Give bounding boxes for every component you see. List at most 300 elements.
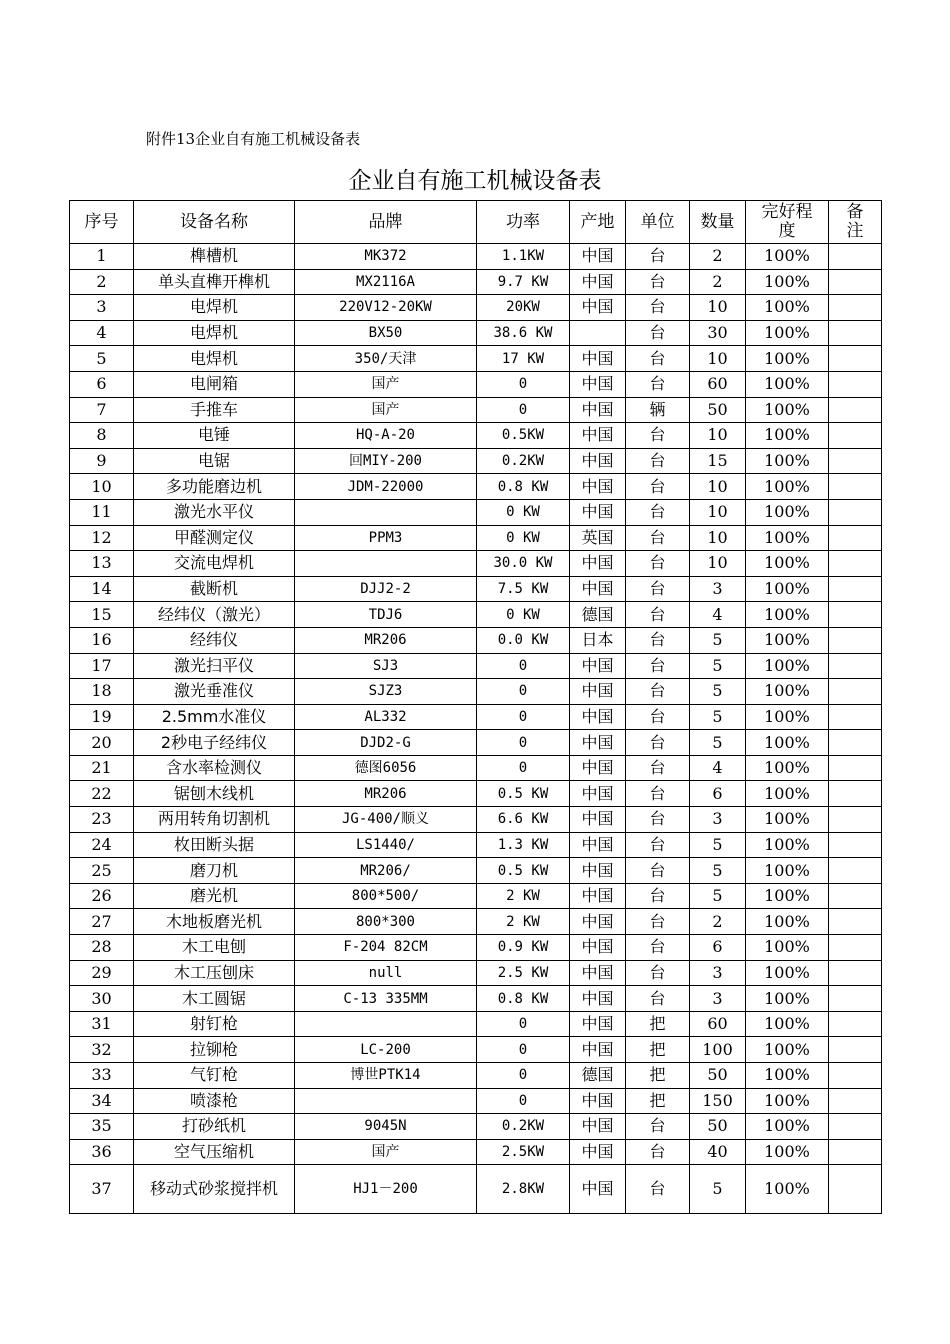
cell-brand: MR206 bbox=[295, 627, 477, 653]
cell-remark bbox=[829, 602, 882, 628]
cell-no: 22 bbox=[70, 781, 134, 807]
cell-name: 单头直榫开榫机 bbox=[134, 269, 295, 295]
cell-power: 6.6 KW bbox=[477, 807, 570, 833]
cell-origin: 中国 bbox=[570, 653, 626, 679]
cell-power: 0 bbox=[477, 653, 570, 679]
cell-condition: 100% bbox=[746, 1063, 829, 1089]
cell-no: 10 bbox=[70, 474, 134, 500]
cell-origin: 中国 bbox=[570, 858, 626, 884]
table-row bbox=[70, 1011, 882, 1037]
cell-unit: 台 bbox=[626, 858, 690, 884]
cell-condition: 100% bbox=[746, 807, 829, 833]
cell-condition: 100% bbox=[746, 576, 829, 602]
table-row bbox=[70, 1165, 882, 1214]
header-origin: 产地 bbox=[570, 201, 626, 244]
equipment-table bbox=[69, 200, 882, 1214]
cell-unit: 台 bbox=[626, 832, 690, 858]
cell-remark bbox=[829, 244, 882, 270]
cell-name: 电闸箱 bbox=[134, 371, 295, 397]
cell-remark bbox=[829, 883, 882, 909]
cell-qty: 5 bbox=[690, 730, 746, 756]
cell-origin: 中国 bbox=[570, 576, 626, 602]
cell-unit: 台 bbox=[626, 295, 690, 321]
cell-condition: 100% bbox=[746, 320, 829, 346]
cell-condition: 100% bbox=[746, 269, 829, 295]
table-row bbox=[70, 1139, 882, 1165]
table-row bbox=[70, 704, 882, 730]
cell-brand: 国产 bbox=[295, 371, 477, 397]
cell-name: 射钉枪 bbox=[134, 1011, 295, 1037]
cell-qty: 10 bbox=[690, 525, 746, 551]
cell-condition: 100% bbox=[746, 499, 829, 525]
cell-origin: 中国 bbox=[570, 730, 626, 756]
cell-unit: 台 bbox=[626, 755, 690, 781]
cell-brand: MR206 bbox=[295, 781, 477, 807]
cell-power: 2.5 KW bbox=[477, 960, 570, 986]
cell-no: 11 bbox=[70, 499, 134, 525]
cell-no: 27 bbox=[70, 909, 134, 935]
cell-condition: 100% bbox=[746, 755, 829, 781]
cell-unit: 台 bbox=[626, 1165, 690, 1214]
cell-remark bbox=[829, 576, 882, 602]
table-row bbox=[70, 1037, 882, 1063]
cell-qty: 3 bbox=[690, 986, 746, 1012]
cell-condition: 100% bbox=[746, 730, 829, 756]
cell-remark bbox=[829, 269, 882, 295]
cell-remark bbox=[829, 423, 882, 449]
cell-condition: 100% bbox=[746, 448, 829, 474]
cell-name: 拉铆枪 bbox=[134, 1037, 295, 1063]
cell-unit: 把 bbox=[626, 1011, 690, 1037]
table-row bbox=[70, 423, 882, 449]
cell-qty: 5 bbox=[690, 832, 746, 858]
cell-condition: 100% bbox=[746, 704, 829, 730]
cell-no: 32 bbox=[70, 1037, 134, 1063]
table-row bbox=[70, 499, 882, 525]
cell-unit: 台 bbox=[626, 448, 690, 474]
cell-brand: F-204 82CM bbox=[295, 935, 477, 961]
cell-no: 4 bbox=[70, 320, 134, 346]
cell-origin: 中国 bbox=[570, 1165, 626, 1214]
cell-power: 0 bbox=[477, 1037, 570, 1063]
table-row bbox=[70, 525, 882, 551]
cell-unit: 台 bbox=[626, 371, 690, 397]
header-brand: 品牌 bbox=[295, 201, 477, 244]
table-row bbox=[70, 602, 882, 628]
cell-origin: 中国 bbox=[570, 781, 626, 807]
cell-origin: 中国 bbox=[570, 704, 626, 730]
cell-name: 激光扫平仪 bbox=[134, 653, 295, 679]
cell-power: 1.1KW bbox=[477, 244, 570, 270]
cell-name: 电焊机 bbox=[134, 295, 295, 321]
cell-no: 29 bbox=[70, 960, 134, 986]
table-row bbox=[70, 474, 882, 500]
cell-name: 木工电刨 bbox=[134, 935, 295, 961]
cell-unit: 台 bbox=[626, 935, 690, 961]
cell-no: 16 bbox=[70, 627, 134, 653]
table-row bbox=[70, 551, 882, 577]
cell-origin: 中国 bbox=[570, 1088, 626, 1114]
cell-qty: 2 bbox=[690, 269, 746, 295]
cell-no: 17 bbox=[70, 653, 134, 679]
cell-power: 38.6 KW bbox=[477, 320, 570, 346]
cell-qty: 10 bbox=[690, 499, 746, 525]
cell-qty: 60 bbox=[690, 371, 746, 397]
table-row bbox=[70, 858, 882, 884]
cell-no: 21 bbox=[70, 755, 134, 781]
table-row bbox=[70, 627, 882, 653]
cell-brand: 回MIY-200 bbox=[295, 448, 477, 474]
header-unit: 单位 bbox=[626, 201, 690, 244]
cell-name: 手推车 bbox=[134, 397, 295, 423]
cell-brand: MR206/ bbox=[295, 858, 477, 884]
cell-qty: 2 bbox=[690, 244, 746, 270]
cell-name: 木地板磨光机 bbox=[134, 909, 295, 935]
table-row bbox=[70, 371, 882, 397]
table-row bbox=[70, 320, 882, 346]
cell-power: 0 bbox=[477, 730, 570, 756]
cell-qty: 10 bbox=[690, 346, 746, 372]
cell-name: 激光水平仪 bbox=[134, 499, 295, 525]
cell-condition: 100% bbox=[746, 295, 829, 321]
cell-origin: 中国 bbox=[570, 679, 626, 705]
cell-condition: 100% bbox=[746, 244, 829, 270]
table-row bbox=[70, 576, 882, 602]
cell-power: 20KW bbox=[477, 295, 570, 321]
cell-condition: 100% bbox=[746, 679, 829, 705]
cell-origin: 英国 bbox=[570, 525, 626, 551]
cell-qty: 4 bbox=[690, 755, 746, 781]
cell-name: 木工圆锯 bbox=[134, 986, 295, 1012]
table-row bbox=[70, 730, 882, 756]
attachment-caption: 附件13企业自有施工机械设备表 bbox=[146, 130, 361, 148]
cell-remark bbox=[829, 679, 882, 705]
cell-name: 气钉枪 bbox=[134, 1063, 295, 1089]
cell-qty: 3 bbox=[690, 960, 746, 986]
cell-no: 26 bbox=[70, 883, 134, 909]
cell-qty: 60 bbox=[690, 1011, 746, 1037]
cell-power: 0.5 KW bbox=[477, 858, 570, 884]
cell-name: 榫槽机 bbox=[134, 244, 295, 270]
cell-origin: 中国 bbox=[570, 423, 626, 449]
cell-name: 磨光机 bbox=[134, 883, 295, 909]
cell-origin: 中国 bbox=[570, 755, 626, 781]
cell-remark bbox=[829, 627, 882, 653]
cell-remark bbox=[829, 755, 882, 781]
cell-condition: 100% bbox=[746, 909, 829, 935]
cell-power: 0.9 KW bbox=[477, 935, 570, 961]
cell-unit: 台 bbox=[626, 576, 690, 602]
cell-condition: 100% bbox=[746, 832, 829, 858]
cell-no: 34 bbox=[70, 1088, 134, 1114]
cell-origin: 中国 bbox=[570, 474, 626, 500]
header-qty: 数量 bbox=[690, 201, 746, 244]
cell-brand: 德图6056 bbox=[295, 755, 477, 781]
header-power: 功率 bbox=[477, 201, 570, 244]
cell-brand: JDM-22000 bbox=[295, 474, 477, 500]
cell-brand: MX2116A bbox=[295, 269, 477, 295]
cell-unit: 台 bbox=[626, 1114, 690, 1140]
cell-remark bbox=[829, 1088, 882, 1114]
cell-name: 磨刀机 bbox=[134, 858, 295, 884]
cell-origin: 中国 bbox=[570, 295, 626, 321]
cell-origin: 中国 bbox=[570, 448, 626, 474]
table-row bbox=[70, 935, 882, 961]
cell-power: 2 KW bbox=[477, 883, 570, 909]
cell-no: 18 bbox=[70, 679, 134, 705]
cell-brand: BX50 bbox=[295, 320, 477, 346]
cell-brand: DJD2-G bbox=[295, 730, 477, 756]
cell-condition: 100% bbox=[746, 1139, 829, 1165]
cell-no: 3 bbox=[70, 295, 134, 321]
cell-unit: 台 bbox=[626, 960, 690, 986]
cell-qty: 2 bbox=[690, 909, 746, 935]
cell-brand: MK372 bbox=[295, 244, 477, 270]
cell-no: 9 bbox=[70, 448, 134, 474]
cell-origin: 中国 bbox=[570, 371, 626, 397]
cell-origin: 中国 bbox=[570, 499, 626, 525]
cell-unit: 台 bbox=[626, 704, 690, 730]
cell-qty: 100 bbox=[690, 1037, 746, 1063]
cell-qty: 3 bbox=[690, 807, 746, 833]
cell-unit: 台 bbox=[626, 653, 690, 679]
cell-remark bbox=[829, 781, 882, 807]
cell-condition: 100% bbox=[746, 883, 829, 909]
cell-origin: 中国 bbox=[570, 244, 626, 270]
cell-power: 1.3 KW bbox=[477, 832, 570, 858]
cell-brand: SJ3 bbox=[295, 653, 477, 679]
cell-power: 0.5 KW bbox=[477, 781, 570, 807]
cell-brand: HJ1－200 bbox=[295, 1165, 477, 1214]
cell-power: 30.0 KW bbox=[477, 551, 570, 577]
table-row bbox=[70, 1063, 882, 1089]
cell-brand: C-13 335MM bbox=[295, 986, 477, 1012]
cell-no: 20 bbox=[70, 730, 134, 756]
cell-qty: 5 bbox=[690, 679, 746, 705]
cell-brand bbox=[295, 499, 477, 525]
cell-brand: SJZ3 bbox=[295, 679, 477, 705]
cell-remark bbox=[829, 295, 882, 321]
cell-power: 9.7 KW bbox=[477, 269, 570, 295]
cell-power: 0 bbox=[477, 679, 570, 705]
cell-condition: 100% bbox=[746, 346, 829, 372]
cell-unit: 台 bbox=[626, 474, 690, 500]
cell-power: 0 KW bbox=[477, 602, 570, 628]
cell-remark bbox=[829, 551, 882, 577]
cell-brand: 800*300 bbox=[295, 909, 477, 935]
cell-remark bbox=[829, 448, 882, 474]
table-row bbox=[70, 755, 882, 781]
cell-unit: 台 bbox=[626, 986, 690, 1012]
cell-power: 0 bbox=[477, 397, 570, 423]
cell-name: 甲醛测定仪 bbox=[134, 525, 295, 551]
cell-name: 两用转角切割机 bbox=[134, 807, 295, 833]
cell-power: 0.0 KW bbox=[477, 627, 570, 653]
cell-remark bbox=[829, 525, 882, 551]
cell-no: 14 bbox=[70, 576, 134, 602]
cell-origin: 中国 bbox=[570, 1114, 626, 1140]
cell-origin: 中国 bbox=[570, 1011, 626, 1037]
cell-brand bbox=[295, 551, 477, 577]
cell-power: 0 bbox=[477, 755, 570, 781]
cell-no: 36 bbox=[70, 1139, 134, 1165]
table-row bbox=[70, 244, 882, 270]
cell-origin: 中国 bbox=[570, 986, 626, 1012]
cell-name: 空气压缩机 bbox=[134, 1139, 295, 1165]
cell-power: 0.2KW bbox=[477, 1114, 570, 1140]
header-name: 设备名称 bbox=[134, 201, 295, 244]
cell-remark bbox=[829, 371, 882, 397]
cell-brand: JG-400/顺义 bbox=[295, 807, 477, 833]
cell-qty: 10 bbox=[690, 551, 746, 577]
cell-origin: 中国 bbox=[570, 935, 626, 961]
cell-remark bbox=[829, 909, 882, 935]
cell-power: 0 KW bbox=[477, 499, 570, 525]
cell-power: 0 bbox=[477, 1088, 570, 1114]
cell-condition: 100% bbox=[746, 935, 829, 961]
cell-unit: 台 bbox=[626, 423, 690, 449]
table-row bbox=[70, 909, 882, 935]
cell-brand: TDJ6 bbox=[295, 602, 477, 628]
cell-power: 0.2KW bbox=[477, 448, 570, 474]
cell-condition: 100% bbox=[746, 960, 829, 986]
cell-power: 0.8 KW bbox=[477, 986, 570, 1012]
cell-origin: 中国 bbox=[570, 807, 626, 833]
header-condition: 完好程度 bbox=[746, 201, 829, 244]
cell-remark bbox=[829, 1139, 882, 1165]
cell-power: 2 KW bbox=[477, 909, 570, 935]
cell-origin: 中国 bbox=[570, 832, 626, 858]
cell-remark bbox=[829, 1114, 882, 1140]
cell-brand bbox=[295, 1011, 477, 1037]
cell-name: 含水率检测仪 bbox=[134, 755, 295, 781]
cell-no: 13 bbox=[70, 551, 134, 577]
cell-qty: 40 bbox=[690, 1139, 746, 1165]
cell-brand: 9045N bbox=[295, 1114, 477, 1140]
cell-origin: 中国 bbox=[570, 269, 626, 295]
cell-remark bbox=[829, 346, 882, 372]
cell-brand: 国产 bbox=[295, 1139, 477, 1165]
cell-condition: 100% bbox=[746, 1165, 829, 1214]
cell-brand: 国产 bbox=[295, 397, 477, 423]
cell-unit: 台 bbox=[626, 499, 690, 525]
cell-brand: 350/天津 bbox=[295, 346, 477, 372]
cell-unit: 台 bbox=[626, 346, 690, 372]
cell-brand: 800*500/ bbox=[295, 883, 477, 909]
cell-unit: 台 bbox=[626, 602, 690, 628]
cell-name: 电锯 bbox=[134, 448, 295, 474]
cell-remark bbox=[829, 1165, 882, 1214]
cell-remark bbox=[829, 653, 882, 679]
cell-name: 经纬仪 bbox=[134, 627, 295, 653]
cell-condition: 100% bbox=[746, 627, 829, 653]
cell-qty: 15 bbox=[690, 448, 746, 474]
cell-power: 0 KW bbox=[477, 525, 570, 551]
cell-origin: 中国 bbox=[570, 1037, 626, 1063]
cell-no: 35 bbox=[70, 1114, 134, 1140]
cell-qty: 50 bbox=[690, 397, 746, 423]
cell-remark bbox=[829, 1011, 882, 1037]
table-row bbox=[70, 679, 882, 705]
cell-unit: 把 bbox=[626, 1088, 690, 1114]
cell-no: 6 bbox=[70, 371, 134, 397]
cell-unit: 把 bbox=[626, 1037, 690, 1063]
table-row bbox=[70, 448, 882, 474]
cell-name: 锯刨木线机 bbox=[134, 781, 295, 807]
cell-condition: 100% bbox=[746, 474, 829, 500]
cell-name: 截断机 bbox=[134, 576, 295, 602]
cell-condition: 100% bbox=[746, 423, 829, 449]
cell-origin: 中国 bbox=[570, 1139, 626, 1165]
cell-name: 木工压刨床 bbox=[134, 960, 295, 986]
cell-no: 8 bbox=[70, 423, 134, 449]
cell-unit: 台 bbox=[626, 320, 690, 346]
cell-condition: 100% bbox=[746, 397, 829, 423]
cell-condition: 100% bbox=[746, 1011, 829, 1037]
table-row bbox=[70, 295, 882, 321]
cell-condition: 100% bbox=[746, 858, 829, 884]
cell-remark bbox=[829, 832, 882, 858]
cell-no: 24 bbox=[70, 832, 134, 858]
cell-qty: 6 bbox=[690, 935, 746, 961]
cell-qty: 50 bbox=[690, 1114, 746, 1140]
table-row bbox=[70, 781, 882, 807]
table-row bbox=[70, 397, 882, 423]
cell-unit: 台 bbox=[626, 781, 690, 807]
cell-origin: 中国 bbox=[570, 883, 626, 909]
cell-origin: 日本 bbox=[570, 627, 626, 653]
document-title: 企业自有施工机械设备表 bbox=[348, 168, 602, 194]
cell-power: 17 KW bbox=[477, 346, 570, 372]
cell-no: 28 bbox=[70, 935, 134, 961]
cell-unit: 台 bbox=[626, 627, 690, 653]
table-row bbox=[70, 883, 882, 909]
cell-condition: 100% bbox=[746, 986, 829, 1012]
cell-remark bbox=[829, 397, 882, 423]
cell-remark bbox=[829, 1037, 882, 1063]
table-row bbox=[70, 1114, 882, 1140]
cell-qty: 10 bbox=[690, 295, 746, 321]
cell-unit: 把 bbox=[626, 1063, 690, 1089]
cell-unit: 台 bbox=[626, 679, 690, 705]
cell-remark bbox=[829, 704, 882, 730]
cell-name: 2.5mm水准仪 bbox=[134, 704, 295, 730]
cell-name: 2秒电子经纬仪 bbox=[134, 730, 295, 756]
cell-condition: 100% bbox=[746, 1114, 829, 1140]
cell-condition: 100% bbox=[746, 781, 829, 807]
cell-no: 33 bbox=[70, 1063, 134, 1089]
cell-condition: 100% bbox=[746, 371, 829, 397]
cell-name: 经纬仪（激光） bbox=[134, 602, 295, 628]
cell-condition: 100% bbox=[746, 602, 829, 628]
cell-brand: 220V12-20KW bbox=[295, 295, 477, 321]
cell-unit: 台 bbox=[626, 730, 690, 756]
cell-condition: 100% bbox=[746, 1088, 829, 1114]
cell-origin: 中国 bbox=[570, 909, 626, 935]
cell-qty: 10 bbox=[690, 423, 746, 449]
cell-name: 电锤 bbox=[134, 423, 295, 449]
cell-no: 2 bbox=[70, 269, 134, 295]
cell-qty: 5 bbox=[690, 858, 746, 884]
table-row bbox=[70, 1088, 882, 1114]
table-row bbox=[70, 986, 882, 1012]
cell-name: 电焊机 bbox=[134, 346, 295, 372]
cell-unit: 台 bbox=[626, 269, 690, 295]
cell-remark bbox=[829, 474, 882, 500]
cell-no: 15 bbox=[70, 602, 134, 628]
cell-origin: 中国 bbox=[570, 397, 626, 423]
table-row bbox=[70, 807, 882, 833]
